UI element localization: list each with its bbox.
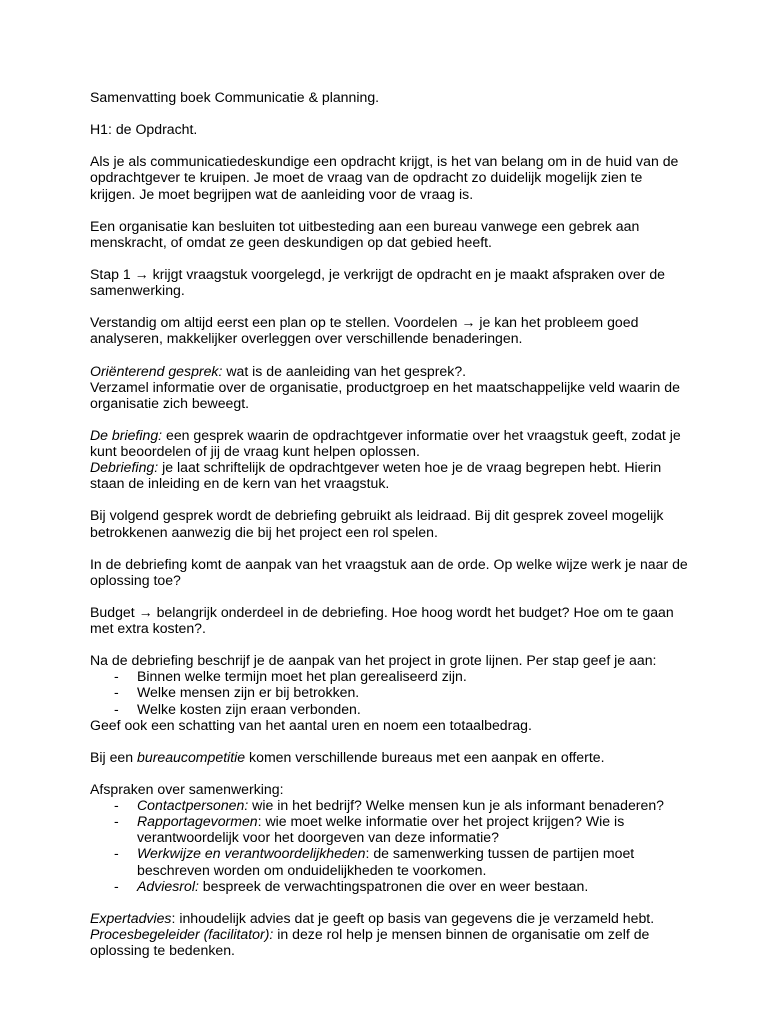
paragraph-briefing xyxy=(90,427,690,459)
paragraph-orientation xyxy=(90,363,690,379)
orientation-text: wat is de aanleiding van het gesprek?. xyxy=(222,362,467,379)
dash-bullet: - xyxy=(114,845,119,862)
paragraph-agreements: Afspraken over samenwerking: xyxy=(90,781,284,798)
list-item xyxy=(90,797,690,813)
term-expertadvies: Expertadvies xyxy=(90,909,172,926)
paragraph-debriefing xyxy=(90,459,690,491)
paragraph-outsourcing: Een organisatie kan besluiten tot uitbesteding aan een bureau vanwege een gebrek aan menskracht, of omdat ze geen deskundigen op dat gebied heeft. xyxy=(90,217,640,250)
list-item-text: : wie moet welke informatie over het project krijgen? Wie is verantwoordelijk voor het doorgeven van deze informatie? xyxy=(137,813,625,846)
dash-bullet: - xyxy=(114,668,119,685)
list-item xyxy=(90,684,690,700)
briefing-text: een gesprek waarin de opdrachtgever informatie over het vraagstuk geeft, zodat je kunt beoordelen of jij de vraag kunt helpen oplossen. xyxy=(90,426,681,460)
dash-bullet: - xyxy=(114,700,119,717)
list-item-term: Contactpersonen: xyxy=(137,797,249,814)
list-item xyxy=(90,813,690,845)
steps-list xyxy=(90,668,690,716)
paragraph-plan: Verstandig om altijd eerst een plan op te stellen. Voordelen → je kan het probleem goed analyseren, makkelijker overleggen over verschillende benaderingen. xyxy=(90,314,639,347)
dash-bullet: - xyxy=(114,813,119,830)
agreements-list xyxy=(90,797,690,894)
list-item xyxy=(90,701,690,717)
bureau-post: komen verschillende bureaus met een aanpak en offerte. xyxy=(245,748,605,765)
facilitator-text: in deze rol help je mensen binnen de organisatie om zelf de oplossing te bedenken. xyxy=(90,925,650,958)
dash-bullet: - xyxy=(114,877,119,894)
paragraph-estimate: Geef ook een schatting van het aantal uren en noem een totaalbedrag. xyxy=(90,716,532,733)
bureau-pre: Bij een xyxy=(90,748,138,765)
list-item xyxy=(90,668,690,684)
paragraph-approach: In de debriefing komt de aanpak van het vraagstuk aan de orde. Op welke wijze werk je naar de oplossing toe? xyxy=(90,555,688,588)
term-orientation: Oriënterend gesprek: xyxy=(90,362,223,379)
paragraph-intro: Als je als communicatiedeskundige een opdracht krijgt, is het van belang om in de huid van de opdrachtgever te kruipen. Je moet de vraag van de opdracht zo duidelijk mogelijk zien te krijgen. Je moet begrijpen wat de aanleiding voor de vraag is. xyxy=(90,153,679,202)
chapter-heading: H1: de Opdracht. xyxy=(90,121,198,138)
list-item-text: Welke mensen zijn er bij betrokken. xyxy=(137,684,360,701)
list-item-text: : de samenwerking tussen de partijen moet beschreven worden om onduidelijkheden te voorkomen. xyxy=(137,845,635,878)
list-item-term: Adviesrol: xyxy=(137,877,199,894)
list-item-text: Binnen welke termijn moet het plan gerealiseerd zijn. xyxy=(137,668,467,685)
list-item-term: Rapportagevormen xyxy=(137,813,258,830)
document-page xyxy=(90,89,690,958)
paragraph-expert xyxy=(90,910,690,926)
expert-text: : inhoudelijk advies dat je geeft op basis van gegevens die je verzameld hebt. xyxy=(171,909,655,926)
paragraph-orientation-detail: Verzamel informatie over de organisatie, productgroep en het maatschappelijke veld waarin de organisatie zich beweegt. xyxy=(90,378,680,411)
term-debriefing: Debriefing: xyxy=(90,459,159,476)
list-item-term: Werkwijze en verantwoordelijkheden xyxy=(137,845,366,862)
list-item-text: wie in het bedrijf? Welke mensen kun je als informant benaderen? xyxy=(248,797,665,814)
paragraph-step1: Stap 1 → krijgt vraagstuk voorgelegd, je verkrijgt de opdracht en je maakt afspraken over de samenwerking. xyxy=(90,266,666,299)
term-briefing: De briefing: xyxy=(90,426,163,443)
dash-bullet: - xyxy=(114,797,119,814)
list-item xyxy=(90,878,690,894)
paragraph-steps: Na de debriefing beschrijf je de aanpak van het project in grote lijnen. Per stap geef je aan: xyxy=(90,652,657,669)
debriefing-text: je laat schriftelijk de opdrachtgever weten hoe je de vraag begrepen hebt. Hierin staan de inleiding en de kern van het vraagstuk. xyxy=(90,459,662,492)
document-title: Samenvatting boek Communicatie & planning. xyxy=(90,89,380,105)
term-procesbegeleider: Procesbegeleider (facilitator): xyxy=(90,925,274,942)
dash-bullet: - xyxy=(114,684,119,701)
list-item-text: bespreek de verwachtingspatronen die over en weer bestaan. xyxy=(198,877,589,894)
paragraph-bureau xyxy=(90,749,690,765)
paragraph-budget: Budget → belangrijk onderdeel in de debriefing. Hoe hoog wordt het budget? Hoe om te gaan met extra kosten?. xyxy=(90,604,674,637)
paragraph-facilitator xyxy=(90,926,690,958)
list-item-text: Welke kosten zijn eraan verbonden. xyxy=(137,700,361,717)
term-bureaucompetitie: bureaucompetitie xyxy=(137,748,246,765)
paragraph-followup: Bij volgend gesprek wordt de debriefing gebruikt als leidraad. Bij dit gesprek zoveel mogelijk betrokkenen aanwezig die bij het project een rol spelen. xyxy=(90,507,664,540)
list-item xyxy=(90,845,690,877)
